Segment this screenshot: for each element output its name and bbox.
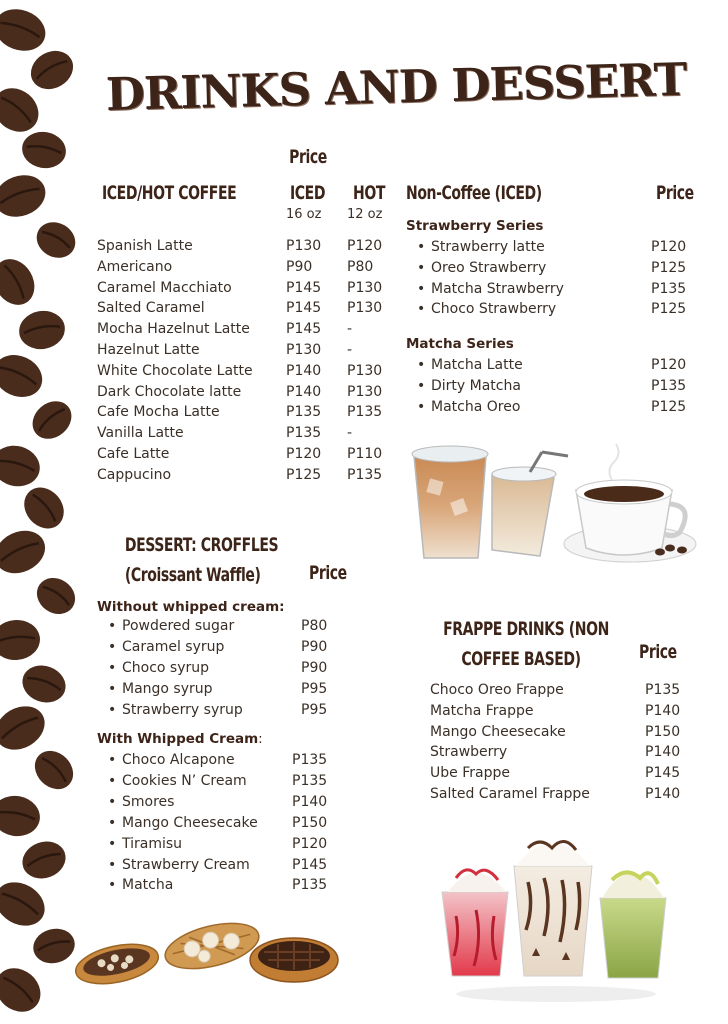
- croffle-item-name: • Strawberry syrup: [122, 700, 243, 720]
- coffee-item-iced: P130: [286, 238, 322, 254]
- coffee-item-hot: P110: [347, 446, 383, 462]
- coffee-item-hot: P130: [347, 362, 383, 379]
- croffle-item-name: • Choco syrup: [122, 658, 209, 678]
- coffee-beans-border: [0, 0, 82, 1024]
- croffle-cream-item-name: • Cookies N’ Cream: [122, 771, 247, 791]
- frappe-item-name: Matcha Frappe: [430, 702, 534, 719]
- strawberry-item-price: P125: [651, 301, 687, 318]
- coffee-item-hot: P130: [347, 300, 383, 317]
- coffee-item-name: Americano: [97, 258, 173, 275]
- croffle-cream-item-name: • Smores: [122, 792, 174, 812]
- strawberry-item-price: P125: [651, 259, 687, 276]
- croffle-item-name: • Powdered sugar: [122, 616, 234, 636]
- without-cream-title: Without whipped cream:: [97, 599, 285, 615]
- coffee-item-hot: -: [347, 321, 353, 338]
- croffle-item-price: P90: [301, 659, 328, 676]
- coffee-item-hot: P130: [347, 279, 383, 296]
- coffee-item-name: Vanilla Latte: [97, 425, 184, 442]
- coffee-item-name: White Chocolate Latte: [97, 362, 253, 379]
- croffle-cream-item-price: P135: [292, 752, 328, 768]
- frappe-drinks-image: [436, 826, 676, 1006]
- dessert-price-label: Price: [309, 562, 347, 584]
- coffee-item-iced: P90: [286, 258, 313, 275]
- coffee-item-name: Cafe Mocha Latte: [97, 404, 220, 421]
- coffee-item-name: Mocha Hazelnut Latte: [97, 321, 250, 338]
- matcha-item-price: P125: [651, 398, 687, 415]
- coffee-item-name: Caramel Macchiato: [97, 279, 232, 296]
- croffle-cream-item-name: • Mango Cheesecake: [122, 813, 258, 833]
- croffle-item-name: • Caramel syrup: [122, 637, 224, 657]
- croffle-cream-item-price: P135: [292, 772, 328, 789]
- matcha-item-name: • Matcha Latte: [431, 355, 523, 375]
- frappe-item-price: P140: [645, 744, 681, 761]
- croffle-cream-item-name: • Strawberry Cream: [122, 855, 250, 875]
- matcha-item-price: P120: [651, 357, 687, 373]
- coffee-item-iced: P120: [286, 446, 322, 462]
- coffee-item-name: Cappucino: [97, 466, 172, 483]
- coffee-item-hot: -: [347, 425, 353, 442]
- frappe-item-price: P135: [645, 682, 681, 698]
- coffee-item-name: Hazelnut Latte: [97, 342, 200, 358]
- croffles-image: [72, 906, 342, 994]
- strawberry-item-name: • Strawberry latte: [431, 237, 545, 257]
- coffee-item-iced: P125: [286, 466, 322, 483]
- frappe-item-name: Ube Frappe: [430, 765, 510, 782]
- strawberry-item-name: • Matcha Strawberry: [431, 279, 564, 299]
- croffle-cream-item-price: P120: [292, 835, 328, 852]
- coffee-item-iced: P145: [286, 300, 322, 317]
- croffle-cream-item-name: • Matcha: [122, 875, 173, 895]
- coffee-item-iced: P140: [286, 362, 322, 379]
- with-cream-title-wrap: [97, 731, 263, 747]
- with-cream-title: With Whipped Cream: [97, 731, 259, 747]
- frappe-item-name: Strawberry: [430, 744, 508, 761]
- strawberry-series-title: Strawberry Series: [406, 218, 544, 234]
- croffle-item-price: P90: [301, 638, 328, 655]
- matcha-item-name: • Matcha Oreo: [431, 397, 520, 417]
- coffee-item-hot: P120: [347, 238, 383, 254]
- coffee-item-hot: P135: [347, 404, 383, 421]
- frappe-item-name: Choco Oreo Frappe: [430, 682, 564, 698]
- noncoffee-price-label: Price: [656, 182, 694, 204]
- croffle-cream-item-name: • Choco Alcapone: [122, 750, 235, 770]
- croffle-cream-item-price: P140: [292, 793, 328, 810]
- matcha-series-title: Matcha Series: [406, 336, 514, 352]
- noncoffee-heading: Non-Coffee (ICED): [406, 182, 542, 204]
- matcha-item-price: P135: [651, 377, 687, 394]
- with-cream-colon: :: [258, 731, 263, 747]
- coffee-item-name: Spanish Latte: [97, 238, 193, 254]
- coffee-item-hot: P80: [347, 258, 374, 275]
- coffee-item-iced: P130: [286, 342, 322, 358]
- coffee-cups-image: [408, 440, 698, 570]
- dessert-heading-line-1: DESSERT: CROFFLES: [124, 534, 279, 556]
- croffle-cream-item-price: P135: [292, 877, 328, 894]
- page-title: DRINKS AND DESSERT: [105, 52, 687, 121]
- coffee-item-iced: P135: [286, 404, 322, 421]
- coffee-item-name: Salted Caramel: [97, 300, 205, 317]
- croffle-cream-item-price: P150: [292, 814, 328, 831]
- strawberry-item-name: • Choco Strawberry: [431, 299, 556, 319]
- croffle-item-price: P95: [301, 701, 328, 718]
- coffee-item-hot: -: [347, 342, 353, 358]
- coffee-iced-size: 16 oz: [286, 207, 322, 222]
- frappe-item-price: P150: [645, 723, 681, 740]
- croffle-item-name: • Mango syrup: [122, 679, 213, 699]
- coffee-item-name: Cafe Latte: [97, 446, 170, 462]
- frappe-item-price: P145: [645, 765, 681, 782]
- frappe-price-label: Price: [639, 641, 677, 663]
- coffee-item-iced: P145: [286, 279, 322, 296]
- dessert-heading-line-2: (Croissant Waffle): [124, 564, 261, 586]
- coffee-item-iced: P135: [286, 425, 322, 442]
- coffee-item-hot: P135: [347, 466, 383, 483]
- coffee-price-label: Price: [289, 146, 327, 168]
- croffle-cream-item-price: P145: [292, 856, 328, 873]
- frappe-item-name: Salted Caramel Frappe: [430, 786, 590, 802]
- croffle-cream-item-name: • Tiramisu: [122, 834, 182, 854]
- strawberry-item-price: P120: [651, 239, 687, 255]
- frappe-item-name: Mango Cheesecake: [430, 723, 566, 740]
- frappe-heading-line-2: COFFEE BASED): [461, 648, 581, 670]
- frappe-item-price: P140: [645, 702, 681, 719]
- coffee-iced-label: ICED: [290, 182, 326, 204]
- matcha-item-name: • Dirty Matcha: [431, 376, 521, 396]
- coffee-item-iced: P140: [286, 383, 322, 400]
- coffee-item-name: Dark Chocolate latte: [97, 383, 242, 400]
- coffee-hot-label: HOT: [353, 182, 385, 204]
- strawberry-item-name: • Oreo Strawberry: [431, 258, 546, 278]
- croffle-item-price: P95: [301, 680, 328, 697]
- frappe-item-price: P140: [645, 786, 681, 802]
- coffee-item-iced: P145: [286, 321, 322, 338]
- frappe-heading-line-1: FRAPPE DRINKS (NON: [443, 618, 609, 640]
- coffee-heading: ICED/HOT COFFEE: [102, 182, 237, 204]
- coffee-item-hot: P130: [347, 383, 383, 400]
- coffee-hot-size: 12 oz: [347, 207, 383, 222]
- croffle-item-price: P80: [301, 618, 328, 634]
- strawberry-item-price: P135: [651, 280, 687, 297]
